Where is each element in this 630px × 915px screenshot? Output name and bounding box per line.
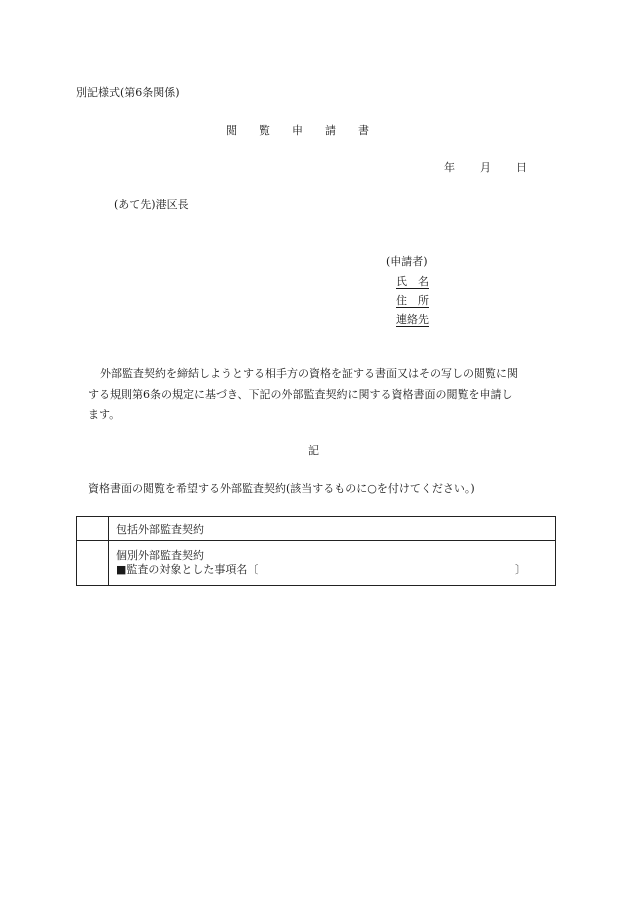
applicant-heading: (申請者) xyxy=(386,255,428,268)
individual-mark-cell[interactable] xyxy=(77,541,109,586)
subject-line xyxy=(116,563,526,577)
date-day-label: 日 xyxy=(516,161,527,174)
date-year-label: 年 xyxy=(444,161,455,174)
document-title: 閲 覧 申 請 書 xyxy=(226,124,369,137)
table-row xyxy=(77,517,556,541)
individual-option-cell xyxy=(109,541,556,586)
body-line-1: 外部監査契約を締結しようとする相手方の資格を証する書面又はその写しの閲覧に関 xyxy=(100,367,518,380)
body-line-3: ます。 xyxy=(88,408,121,421)
selection-instruction: 資格書面の閲覧を希望する外部監査契約(該当するものに○を付けてください。) xyxy=(88,482,475,495)
body-line-2: する規則第6条の規定に基づき、下記の外部監査契約に関する資格書面の閲覧を申請し xyxy=(88,388,513,401)
addressee: (あて先)港区長 xyxy=(114,198,189,211)
applicant-name-field xyxy=(396,275,501,289)
comprehensive-mark-cell[interactable] xyxy=(77,517,109,541)
table-row xyxy=(77,541,556,586)
subject-close-bracket: 〕 xyxy=(515,563,526,576)
subject-label: ■監査の対象とした事項名〔 xyxy=(116,563,259,576)
applicant-contact-label: 連絡先 xyxy=(396,313,429,326)
date-month-label: 月 xyxy=(480,161,491,174)
applicant-address-field xyxy=(396,294,525,308)
applicant-address-label: 住 所 xyxy=(396,294,429,307)
form-label: 別記様式(第6条関係) xyxy=(76,86,180,99)
applicant-contact-field xyxy=(396,313,521,327)
ki-heading: 記 xyxy=(308,444,319,457)
contract-selection-table xyxy=(76,516,556,586)
individual-option: 個別外部監査契約 xyxy=(116,549,204,562)
comprehensive-option: 包括外部監査契約 xyxy=(109,517,556,541)
applicant-name-label: 氏 名 xyxy=(396,275,429,288)
